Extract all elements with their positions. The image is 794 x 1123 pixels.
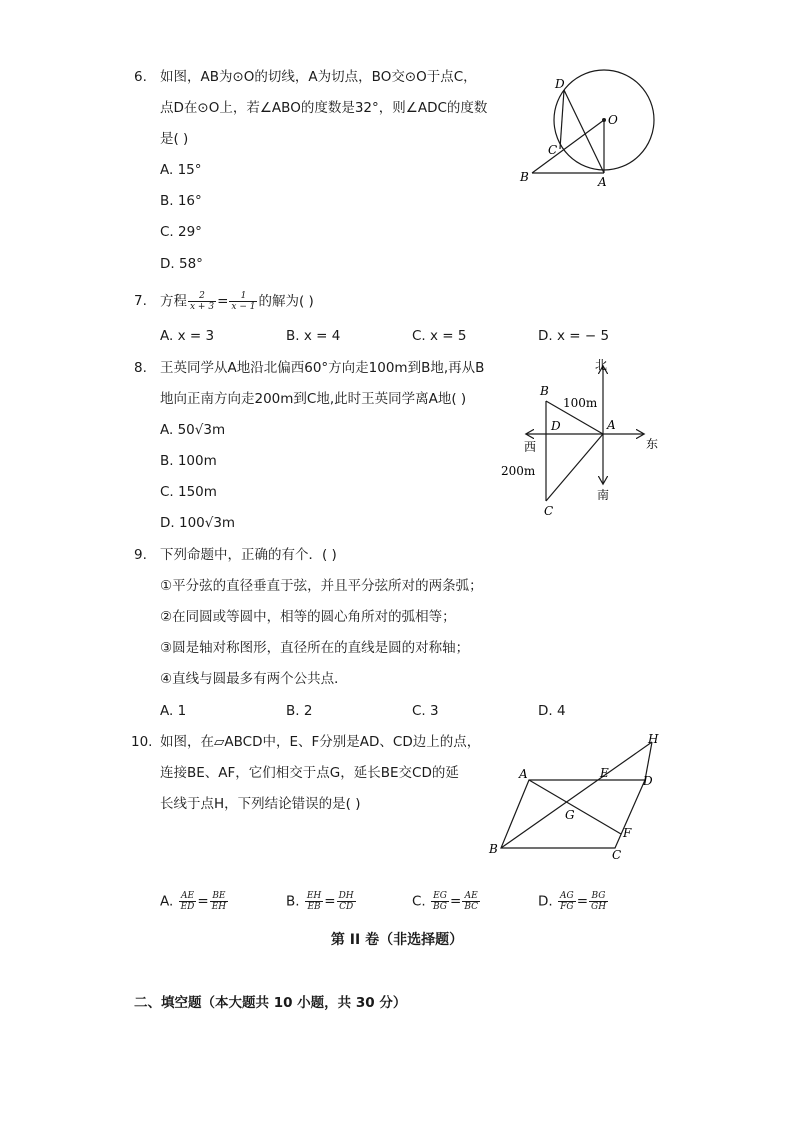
q7-frac1-den: x + 3: [190, 302, 215, 312]
q7-stem: [160, 291, 314, 312]
q10-option-c: [412, 891, 481, 912]
q10-b-d1: EB: [307, 902, 321, 912]
q6-option-d: D. 58°: [160, 256, 203, 272]
q7-number: 7.: [134, 293, 147, 309]
q10-option-c-frac1: [431, 891, 449, 912]
q7-option-c: C. x = 5: [412, 328, 467, 344]
q10-label-d: D: [643, 774, 653, 788]
q10-option-a-letter: A.: [160, 893, 174, 910]
q6-option-c: C. 29°: [160, 224, 202, 240]
q8-option-a: A. 50√3m: [160, 422, 226, 438]
q6-option-a: A. 15°: [160, 162, 202, 178]
q10-c-d1: BG: [433, 902, 447, 912]
q10-line1: 如图，在▱ABCD中，E、F分别是AD、CD边上的点，: [160, 734, 481, 750]
q8-label-d: D: [551, 419, 561, 433]
q10-a-d2: EH: [211, 902, 227, 912]
q8-label-west: 西: [524, 440, 537, 454]
q8-option-c: C. 150m: [160, 484, 217, 500]
q6-line-dc: [560, 90, 564, 149]
q10-d-n2: BG: [589, 891, 608, 902]
q10-line2: 连接BE、AF，它们相交于点G，延长BE交CD的延: [160, 765, 459, 781]
q10-option-d-frac2: [589, 891, 608, 912]
q10-c-n2: AE: [462, 891, 480, 902]
q10-b-d2: CD: [339, 902, 354, 912]
q10-c-eq: =: [450, 893, 462, 910]
q8-number: 8.: [134, 360, 147, 376]
q10-line-af: [529, 780, 621, 834]
q10-option-a-frac1: [179, 891, 197, 912]
q10-d-n1: AG: [559, 891, 574, 901]
q8-line1: 王英同学从A地沿北偏西60°方向走100m到B地,再从B: [160, 360, 485, 376]
q9-option-d: D. 4: [538, 703, 566, 719]
q10-label-e: E: [600, 766, 609, 780]
q10-option-d: [538, 891, 609, 912]
q6-line2: 点D在⊙O上，若∠ABO的度数是32°，则∠ADC的度数: [160, 100, 488, 116]
q8-label-100m: 100m: [563, 396, 598, 410]
q10-a-n2: BE: [210, 891, 228, 902]
q6-line3: 是( ): [160, 131, 189, 147]
q10-option-b-frac1: [305, 891, 323, 912]
q10-label-g: G: [565, 808, 575, 822]
q9-item-1: ①平分弦的直径垂直于弦，并且平分弦所对的两条弧；: [160, 578, 483, 594]
q10-option-d-letter: D.: [538, 893, 553, 910]
q10-b-n1: EH: [306, 891, 322, 901]
q10-d-eq: =: [576, 893, 588, 910]
q10-option-b-frac2: [337, 891, 356, 912]
q6-center-dot: [602, 118, 606, 122]
q9-item-2: ②在同圆或等圆中，相等的圆心角所对的弧相等；: [160, 609, 456, 625]
q8-option-d: D. 100√3m: [160, 515, 236, 531]
q7-frac2-num: 1: [229, 291, 257, 302]
q9-stem: 下列命题中，正确的有个．( ): [160, 547, 337, 563]
part2-title: 第 II 卷（非选择题）: [330, 932, 464, 948]
q6-label-a: A: [598, 175, 607, 189]
q8-figure: [495, 355, 670, 520]
q10-label-c: C: [612, 848, 622, 862]
q8-label-a: A: [607, 418, 616, 432]
q9-option-b: B. 2: [286, 703, 313, 719]
q10-d-d2: GH: [591, 902, 607, 912]
q8-label-200m: 200m: [501, 464, 536, 478]
q10-b-n2: DH: [338, 891, 354, 901]
q7-frac1-num: 2: [188, 291, 216, 302]
q6-number: 6.: [134, 69, 147, 85]
q6-label-o: O: [608, 113, 618, 127]
q7-option-b: B. x = 4: [286, 328, 341, 344]
q8-label-b: B: [540, 384, 549, 398]
section-fill-in-blank-heading: 二、填空题（本大题共 10 小题，共 30 分）: [134, 995, 407, 1011]
q9-option-c: C. 3: [412, 703, 439, 719]
q7-fraction-1: [188, 291, 216, 312]
q10-number: 10.: [131, 734, 153, 750]
q7-option-d: D. x = − 5: [538, 328, 610, 344]
q6-label-d: D: [555, 77, 565, 91]
q10-a-d1: ED: [180, 902, 195, 912]
q10-option-a-frac2: [210, 891, 228, 912]
q9-item-3: ③圆是轴对称图形，直径所在的直线是圆的对称轴；: [160, 640, 470, 656]
q10-c-n1: EG: [431, 891, 449, 902]
q6-option-b: B. 16°: [160, 193, 202, 209]
q10-label-a: A: [519, 767, 528, 781]
q10-label-b: B: [489, 842, 498, 856]
q10-c-d2: BC: [464, 902, 478, 912]
q10-label-f: F: [623, 826, 632, 840]
q8-label-south: 南: [597, 488, 610, 502]
q8-line-ca: [546, 434, 603, 501]
q6-label-c: C: [548, 143, 558, 157]
q10-option-b: [286, 891, 357, 912]
q6-figure: [510, 65, 670, 190]
q10-a-eq: =: [197, 893, 209, 910]
q6-line-da: [564, 90, 604, 173]
q7-option-a: A. x = 3: [160, 328, 215, 344]
q10-figure: [485, 730, 670, 865]
q10-line3: 长线于点H，下列结论错误的是( ): [160, 796, 361, 812]
q8-label-c: C: [544, 504, 554, 518]
q10-a-n1: AE: [179, 891, 197, 902]
q10-option-c-frac2: [462, 891, 480, 912]
q10-option-b-letter: B.: [286, 893, 300, 910]
q8-option-b: B. 100m: [160, 453, 217, 469]
q7-prefix: 方程: [160, 293, 187, 310]
q7-suffix: 的解为( ): [258, 293, 314, 310]
q10-d-d1: FG: [560, 902, 574, 912]
q9-item-4: ④直线与圆最多有两个公共点．: [160, 671, 348, 687]
q9-option-a: A. 1: [160, 703, 187, 719]
q7-equals: =: [217, 293, 229, 310]
q6-line-bo: [532, 120, 604, 173]
q10-label-h: H: [648, 732, 659, 746]
q10-option-a: [160, 891, 229, 912]
q10-option-d-frac1: [558, 891, 576, 912]
q8-line2: 地向正南方向走200m到C地,此时王英同学离A地( ): [160, 391, 467, 407]
q8-label-north: 北: [595, 358, 608, 372]
q6-line1: 如图，AB为⊙O的切线，A为切点，BO交⊙O于点C，: [160, 69, 477, 85]
q8-label-east: 东: [646, 437, 659, 451]
q10-b-eq: =: [324, 893, 336, 910]
q6-label-b: B: [520, 170, 529, 184]
q10-option-c-letter: C.: [412, 893, 426, 910]
q7-frac2-den: x − 1: [231, 302, 256, 312]
q7-fraction-2: [229, 291, 257, 312]
q9-number: 9.: [134, 547, 147, 563]
